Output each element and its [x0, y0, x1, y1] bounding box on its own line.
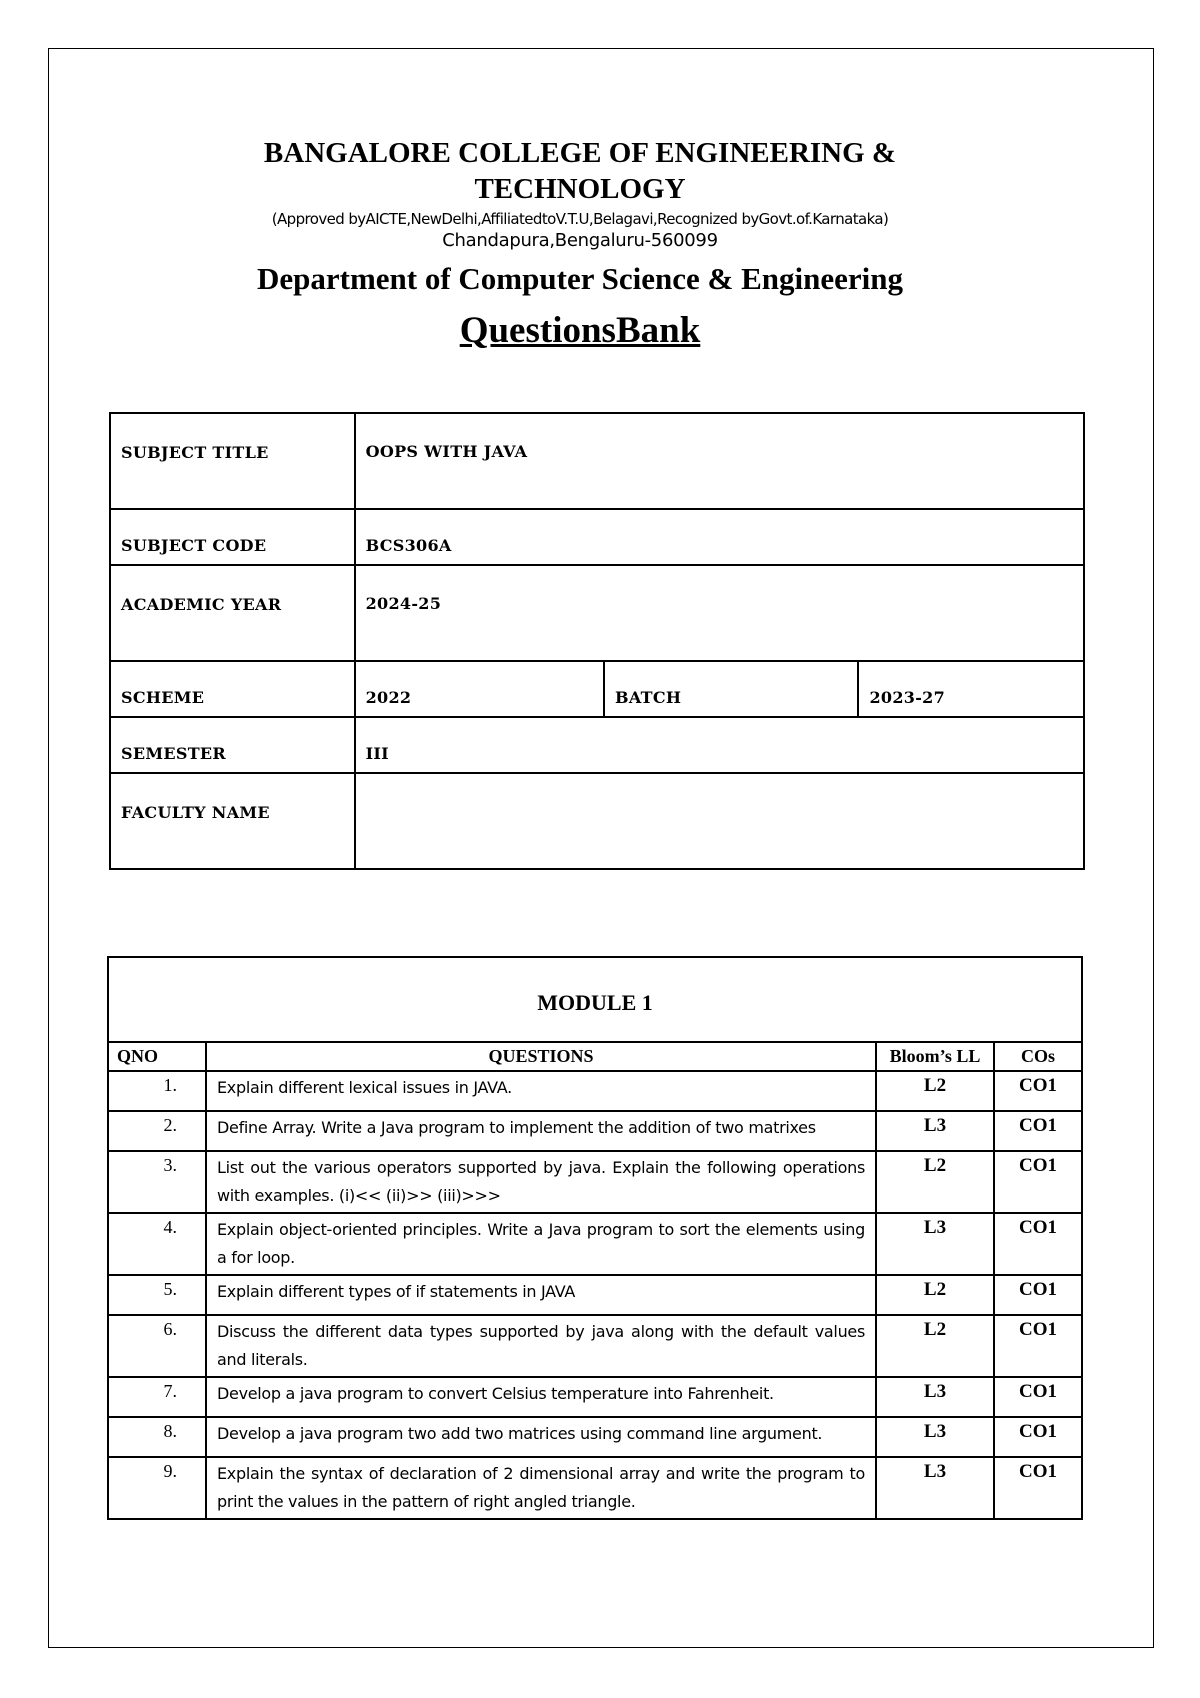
question-number: 2.	[108, 1111, 206, 1151]
question-number: 9.	[108, 1457, 206, 1519]
course-outcome: CO1	[994, 1377, 1082, 1417]
blooms-level: L3	[876, 1377, 994, 1417]
semester-row	[110, 717, 1084, 773]
document-title: QuestionsBank	[459, 310, 701, 351]
academic-year-row	[110, 565, 1084, 661]
table-row	[108, 1377, 1082, 1417]
course-outcome: CO1	[994, 1417, 1082, 1457]
subject-title-label: SUBJECT TITLE	[110, 413, 355, 509]
question-text: Develop a java program to convert Celsius temperature into Fahrenheit.	[206, 1377, 876, 1417]
question-text: Explain object-oriented principles. Write a Java program to sort the elements using a for loop.	[206, 1213, 876, 1275]
faculty-label: FACULTY NAME	[110, 773, 355, 869]
subject-title-value: OOPS WITH JAVA	[355, 413, 1084, 509]
question-number: 6.	[108, 1315, 206, 1377]
faculty-value	[355, 773, 1084, 869]
blooms-level: L2	[876, 1071, 994, 1111]
college-name: BANGALORE COLLEGE OF ENGINEERING & TECHNOLOGY	[263, 137, 897, 205]
table-row	[108, 1151, 1082, 1213]
question-text: Discuss the different data types supported by java along with the default values and literals.	[206, 1315, 876, 1377]
blooms-level: L3	[876, 1417, 994, 1457]
question-number: 7.	[108, 1377, 206, 1417]
module-title-row	[108, 957, 1082, 1042]
subject-code-row	[110, 509, 1084, 565]
question-text: List out the various operators supported by java. Explain the following operations with examples. (i)<< (ii)>> (iii)>>>	[206, 1151, 876, 1213]
blooms-level: L2	[876, 1315, 994, 1377]
qno-header: QNO	[108, 1042, 206, 1071]
module-question-table	[107, 956, 1083, 1520]
batch-label: BATCH	[604, 661, 858, 717]
scheme-batch-row	[110, 661, 1084, 717]
bloom-header: Bloom’s LL	[876, 1042, 994, 1071]
subject-title-row	[110, 413, 1084, 509]
course-outcome: CO1	[994, 1275, 1082, 1315]
module-header-row	[108, 1042, 1082, 1071]
table-row	[108, 1111, 1082, 1151]
question-number: 3.	[108, 1151, 206, 1213]
blooms-level: L2	[876, 1151, 994, 1213]
question-number: 4.	[108, 1213, 206, 1275]
module-title: MODULE 1	[108, 957, 1082, 1042]
blooms-level: L3	[876, 1111, 994, 1151]
course-outcome: CO1	[994, 1315, 1082, 1377]
course-outcome: CO1	[994, 1071, 1082, 1111]
blooms-level: L3	[876, 1213, 994, 1275]
blooms-level: L2	[876, 1275, 994, 1315]
course-outcome: CO1	[994, 1213, 1082, 1275]
cos-header: COs	[994, 1042, 1082, 1071]
scheme-value: 2022	[355, 661, 604, 717]
document-header	[0, 135, 1160, 352]
question-number: 1.	[108, 1071, 206, 1111]
department-name: Department of Computer Science & Engineering	[256, 261, 904, 296]
approval-line: (Approved byAICTE,NewDelhi,AffiliatedtoV.T.U,Belagavi,Recognized byGovt.of.Karnataka)	[271, 210, 889, 228]
table-row	[108, 1275, 1082, 1315]
course-outcome: CO1	[994, 1111, 1082, 1151]
table-row	[108, 1417, 1082, 1457]
question-text: Explain different lexical issues in JAVA.	[206, 1071, 876, 1111]
semester-label: SEMESTER	[110, 717, 355, 773]
course-outcome: CO1	[994, 1151, 1082, 1213]
question-text: Develop a java program two add two matrices using command line argument.	[206, 1417, 876, 1457]
batch-value: 2023-27	[858, 661, 1084, 717]
table-row	[108, 1315, 1082, 1377]
question-number: 8.	[108, 1417, 206, 1457]
blooms-level: L3	[876, 1457, 994, 1519]
question-text: Define Array. Write a Java program to implement the addition of two matrixes	[206, 1111, 876, 1151]
question-rows	[108, 1071, 1082, 1519]
academic-year-value: 2024-25	[355, 565, 1084, 661]
question-text: Explain the syntax of declaration of 2 dimensional array and write the program to print the values in the pattern of right angled triangle.	[206, 1457, 876, 1519]
course-outcome: CO1	[994, 1457, 1082, 1519]
subject-code-label: SUBJECT CODE	[110, 509, 355, 565]
question-text: Explain different types of if statements in JAVA	[206, 1275, 876, 1315]
table-row	[108, 1071, 1082, 1111]
questions-header: QUESTIONS	[206, 1042, 876, 1071]
question-number: 5.	[108, 1275, 206, 1315]
faculty-row	[110, 773, 1084, 869]
scheme-label: SCHEME	[110, 661, 355, 717]
college-address: Chandapura,Bengaluru-560099	[442, 230, 718, 251]
table-row	[108, 1457, 1082, 1519]
subject-info-table	[109, 412, 1085, 870]
subject-code-value: BCS306A	[355, 509, 1084, 565]
table-row	[108, 1213, 1082, 1275]
academic-year-label: ACADEMIC YEAR	[110, 565, 355, 661]
semester-value: III	[355, 717, 1084, 773]
